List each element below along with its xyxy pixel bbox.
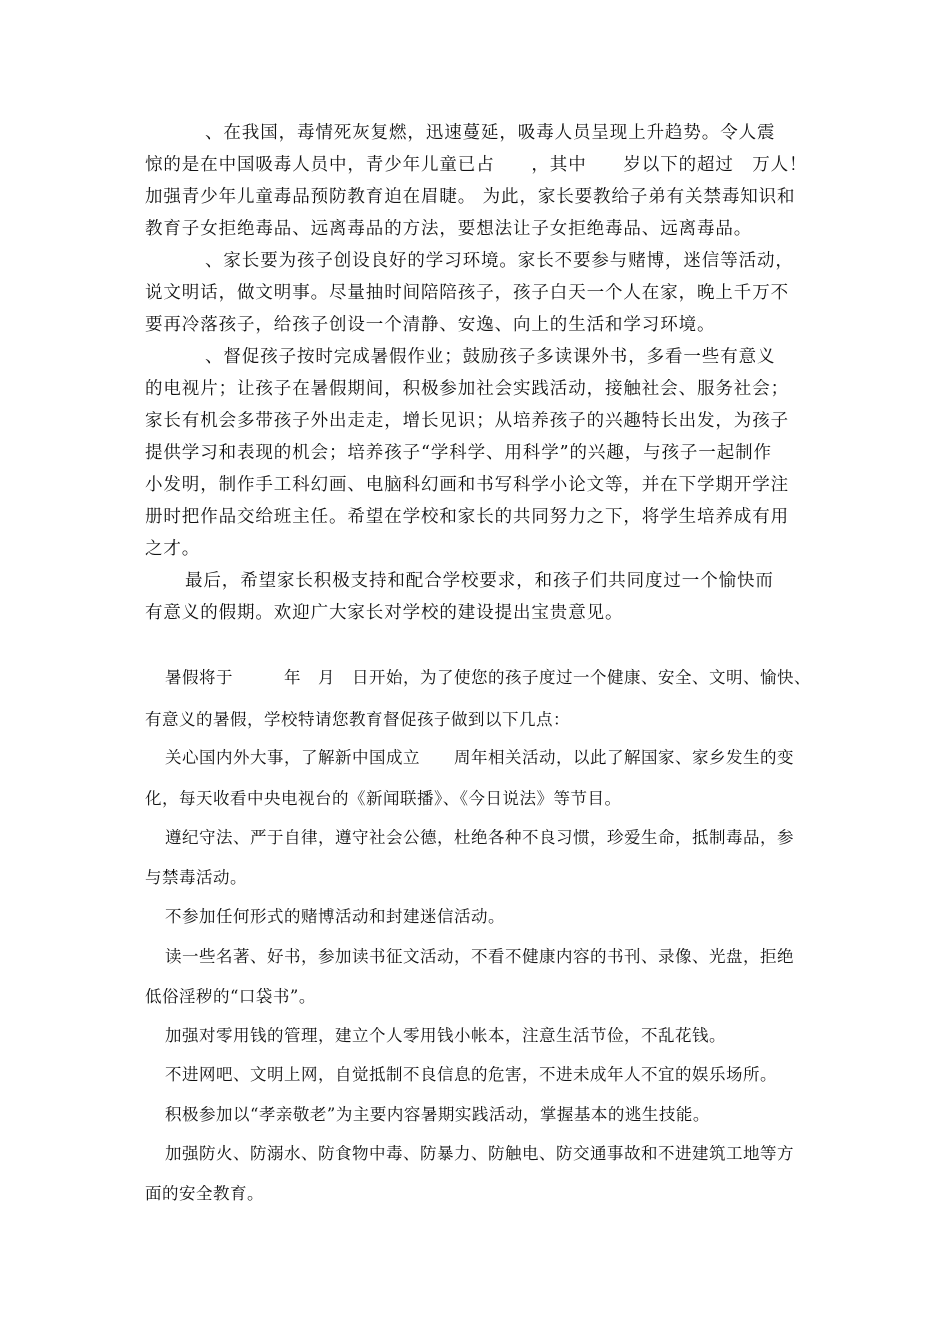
notice-line: 不参加任何形式的赌博活动和封建迷信活动。 (165, 907, 505, 926)
notice-line: 低俗淫秽的“口袋书”。 (145, 987, 316, 1006)
paragraph-line: 家长有机会多带孩子外出走走，增长见识；从培养孩子的兴趣特长出发，为孩子 (145, 411, 789, 431)
paragraph-line: 、家长要为孩子创设良好的学习环境。家长不要参与赌博，迷信等活动， (205, 251, 794, 271)
notice-line: 关心国内外大事，了解新中国成立 周年相关活动，以此了解国家、家乡发生的变 (165, 748, 794, 767)
notice-line: 不进网吧、文明上网，自觉抵制不良信息的危害，不进未成年人不宜的娱乐场所。 (165, 1065, 777, 1084)
paragraph-line: 小发明，制作手工科幻画、电脑科幻画和书写科学小论文等，并在下学期开学注 (145, 475, 789, 495)
notice-line: 面的安全教育。 (145, 1184, 264, 1203)
paragraph-line: 加强青少年儿童毒品预防教育迫在眉睫。 为此，家长要教给子弟有关禁毒知识和 (145, 187, 796, 207)
notice-line: 化，每天收看中央电视台的《新闻联播》、《今日说法》等节目。 (145, 789, 622, 808)
paragraph-line: 要再冷落孩子，给孩子创设一个清静、安逸、向上的生活和学习环境。 (145, 315, 716, 335)
notice-line: 积极参加以“孝亲敬老”为主要内容暑期实践活动，掌握基本的逃生技能。 (165, 1105, 710, 1124)
paragraph-line: 最后，希望家长积极支持和配合学校要求，和孩子们共同度过一个愉快而 (185, 571, 774, 591)
paragraph-line: 有意义的假期。欢迎广大家长对学校的建设提出宝贵意见。 (145, 603, 624, 623)
paragraph-line: 惊的是在中国吸毒人员中，青少年儿童已占 ，其中 岁以下的超过 万人！ (145, 155, 808, 175)
paragraph-line: 教育子女拒绝毒品、远离毒品的方法，要想法让子女拒绝毒品、远离毒品。 (145, 219, 753, 239)
notice-line: 有意义的暑假，学校特请您教育督促孩子做到以下几点： (145, 710, 570, 729)
notice-line: 与禁毒活动。 (145, 868, 247, 887)
notice-line: 读一些名著、好书，参加读书征文活动，不看不健康内容的书刊、录像、光盘，拒绝 (165, 947, 794, 966)
paragraph-line: 的电视片；让孩子在暑假期间，积极参加社会实践活动，接触社会、服务社会； (145, 379, 789, 399)
notice-line: 加强防火、防溺水、防食物中毒、防暴力、防触电、防交通事故和不进建筑工地等方 (165, 1144, 794, 1163)
paragraph-line: 提供学习和表现的机会；培养孩子“学科学、用科学”的兴趣，与孩子一起制作 (145, 443, 772, 463)
notice-line: 遵纪守法、严于自律，遵守社会公德，杜绝各种不良习惯，珍爱生命，抵制毒品，参 (165, 828, 794, 847)
paragraph-line: 说文明话，做文明事。尽量抽时间陪陪孩子，孩子白天一个人在家，晚上千万不 (145, 283, 789, 303)
notice-line: 加强对零用钱的管理，建立个人零用钱小帐本，注意生活节俭，不乱花钱。 (165, 1026, 726, 1045)
paragraph-line: 之才。 (145, 539, 201, 559)
paragraph-line: 、督促孩子按时完成暑假作业；鼓励孩子多读课外书，多看一些有意义 (205, 347, 776, 367)
paragraph-line: 册时把作品交给班主任。希望在学校和家长的共同努力之下，将学生培养成有用 (145, 507, 789, 527)
paragraph-line: 、在我国，毒情死灰复燃，迅速蔓延，吸毒人员呈现上升趋势。令人震 (205, 123, 776, 143)
notice-line: 暑假将于 年 月 日开始，为了使您的孩子度过一个健康、安全、文明、愉快、 (165, 668, 811, 687)
